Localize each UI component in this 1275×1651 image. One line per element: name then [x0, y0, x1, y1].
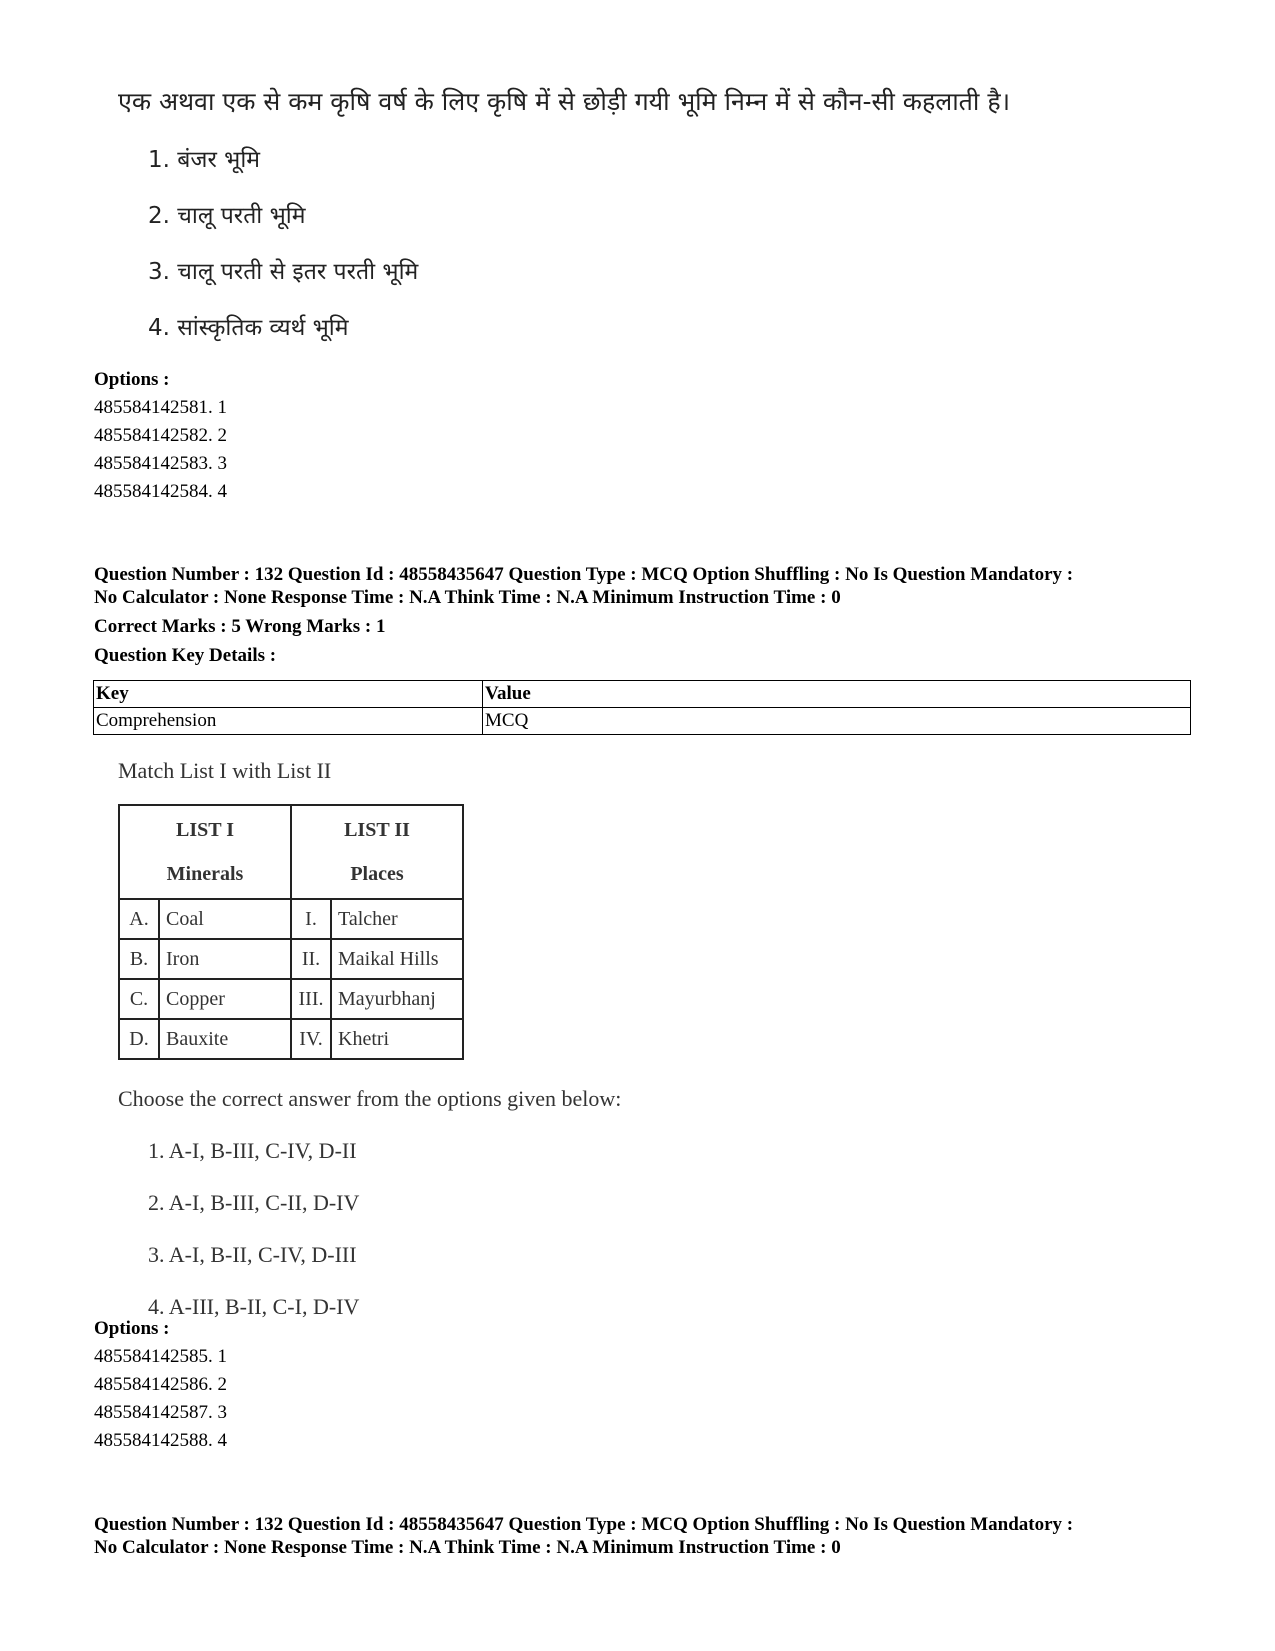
question-meta-line-1: Question Number : 132 Question Id : 48558435647 Question Type : MCQ Option Shuffling : No Is Question Mandatory :	[94, 1514, 1074, 1535]
question-meta-line-2: No Calculator : None Response Time : N.A Think Time : N.A Minimum Instruction Time : 0	[94, 1537, 841, 1558]
table-cell: MCQ	[483, 708, 1191, 735]
list-2-header	[291, 805, 463, 899]
question-2-options	[94, 1315, 227, 1455]
list-1-letter: B.	[119, 939, 159, 979]
question-2-intro: Match List I with List II	[118, 758, 332, 783]
list-1-letter: C.	[119, 979, 159, 1019]
question-1-stem: एक अथवा एक से कम कृषि वर्ष के लिए कृषि में से छोड़ी गयी भूमि निम्न में से कौन-सी कहलाती है।	[118, 87, 1011, 116]
list-1-letter: D.	[119, 1019, 159, 1059]
question-1-choice-4: 4. सांस्कृतिक व्यर्थ भूमि	[148, 315, 349, 341]
list-1-letter: A.	[119, 899, 159, 939]
match-table	[118, 804, 464, 1060]
table-row	[119, 939, 463, 979]
list-1-header	[119, 805, 291, 899]
question-meta	[94, 563, 1194, 609]
list-2-numeral: III.	[291, 979, 331, 1019]
options-label: Options :	[94, 1318, 170, 1339]
option-id: 485584142581. 1	[94, 397, 227, 418]
question-1-choice-1: 1. बंजर भूमि	[148, 147, 261, 173]
table-header-cell: Value	[483, 681, 1191, 708]
question-2-instruction: Choose the correct answer from the options given below:	[118, 1086, 622, 1111]
list-2-numeral: IV.	[291, 1019, 331, 1059]
option-id: 485584142586. 2	[94, 1374, 227, 1395]
table-row	[94, 708, 1191, 735]
option-id: 485584142587. 3	[94, 1402, 227, 1423]
table-row	[119, 979, 463, 1019]
list-2-title: LIST II	[344, 819, 410, 841]
question-meta-line-2: No Calculator : None Response Time : N.A Think Time : N.A Minimum Instruction Time : 0	[94, 587, 841, 608]
list-2-subtitle: Places	[350, 863, 404, 885]
marks-line: Correct Marks : 5 Wrong Marks : 1	[94, 616, 386, 637]
option-id: 485584142588. 4	[94, 1430, 227, 1451]
table-row	[119, 805, 463, 899]
list-1-subtitle: Minerals	[166, 863, 244, 885]
table-header-cell: Key	[94, 681, 483, 708]
list-1-item: Coal	[159, 899, 291, 939]
list-1-item: Bauxite	[159, 1019, 291, 1059]
question-1-options	[94, 366, 227, 506]
option-id: 485584142584. 4	[94, 481, 227, 502]
option-id: 485584142585. 1	[94, 1346, 227, 1367]
question-meta-line-1: Question Number : 132 Question Id : 48558435647 Question Type : MCQ Option Shuffling : No Is Question Mandatory :	[94, 564, 1074, 585]
option-id: 485584142582. 2	[94, 425, 227, 446]
option-id: 485584142583. 3	[94, 453, 227, 474]
question-1-choice-2: 2. चालू परती भूमि	[148, 203, 306, 229]
list-1-title: LIST I	[175, 819, 234, 841]
question-2-choice-3: 3. A-I, B-II, C-IV, D-III	[148, 1242, 357, 1267]
question-2-choice-2: 2. A-I, B-III, C-II, D-IV	[148, 1190, 360, 1215]
list-1-item: Iron	[159, 939, 291, 979]
question-2-choice-4: 4. A-III, B-II, C-I, D-IV	[148, 1294, 360, 1319]
options-label: Options :	[94, 369, 170, 390]
list-2-item: Maikal Hills	[331, 939, 463, 979]
table-row	[119, 1019, 463, 1059]
question-2-choice-1: 1. A-I, B-III, C-IV, D-II	[148, 1138, 357, 1163]
list-2-item: Khetri	[331, 1019, 463, 1059]
key-details-label: Question Key Details :	[94, 645, 277, 666]
list-2-item: Talcher	[331, 899, 463, 939]
question-key-table	[93, 680, 1191, 735]
table-row	[119, 899, 463, 939]
question-meta	[94, 1513, 1194, 1559]
table-cell: Comprehension	[94, 708, 483, 735]
list-2-item: Mayurbhanj	[331, 979, 463, 1019]
list-2-numeral: I.	[291, 899, 331, 939]
list-2-numeral: II.	[291, 939, 331, 979]
table-row	[94, 681, 1191, 708]
list-1-item: Copper	[159, 979, 291, 1019]
question-1-choice-3: 3. चालू परती से इतर परती भूमि	[148, 259, 419, 285]
question-2-image	[118, 758, 738, 1320]
